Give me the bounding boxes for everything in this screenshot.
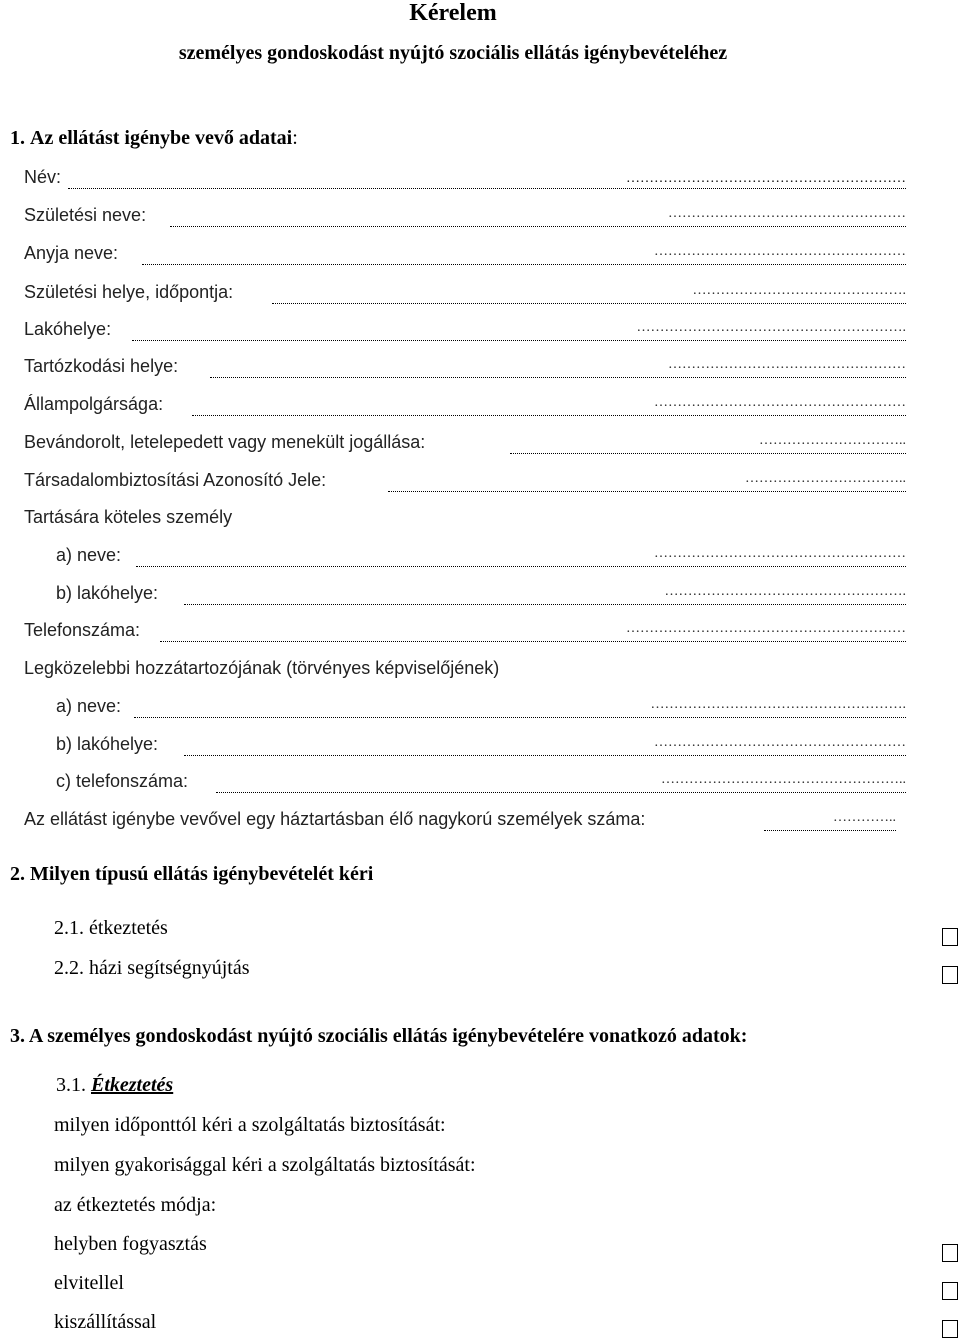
field-tartasara-nev [56, 541, 121, 569]
field-tartozkodasi-helye [24, 352, 178, 380]
fill-szuletesi-neve: …………………………………………… [668, 206, 906, 221]
line-mod: az étkeztetés módja: [54, 1194, 217, 1216]
input-szuletesi-neve[interactable] [170, 206, 906, 227]
label-tartasara-lakohely: b) lakóhelye: [56, 583, 159, 603]
field-legkozelebbi [24, 654, 499, 682]
field-nagykoru [24, 805, 645, 833]
option-etkeztetes: 2.1. étkeztetés [54, 917, 168, 939]
input-allampolgarsaga[interactable] [192, 395, 906, 416]
input-bevandorolt[interactable] [510, 433, 906, 454]
input-lakohelye[interactable] [132, 320, 906, 341]
form-title: Kérelem [409, 0, 497, 26]
field-allampolgarsaga [24, 390, 163, 418]
fill-lakohelye: …………………………………………………. [636, 320, 906, 335]
input-anyja-neve[interactable] [142, 244, 906, 265]
fill-tartasara-lakohely: ……………………………………………. [664, 584, 906, 599]
field-tartasara-lakohely [56, 579, 158, 607]
label-hozza-telefon: c) telefonszáma: [56, 771, 189, 791]
subsection-etkeztetes [56, 1071, 173, 1099]
checkbox-kiszallitas[interactable] [942, 1320, 958, 1338]
label-hozza-nev: a) neve: [56, 696, 122, 716]
fill-tartozkodasi-helye: …………………………………………… [668, 357, 906, 372]
field-taj [24, 466, 326, 494]
input-hozza-telefon[interactable] [216, 772, 906, 793]
label-legkozelebbi: Legközelebbi hozzátartozójának (törvényes képviselőjének) [24, 658, 500, 678]
section1-heading-text: Az ellátást igénybe vevő adatai [30, 127, 293, 149]
field-anyja-neve [24, 239, 118, 267]
fill-allampolgarsaga: ……………………………………………… [654, 395, 906, 410]
input-hozza-nev[interactable] [134, 697, 906, 718]
section1-heading-colon: : [292, 127, 298, 149]
input-tartozkodasi-helye[interactable] [210, 357, 906, 378]
input-telefonszama[interactable] [160, 621, 906, 642]
field-szuletesi-helye [24, 278, 233, 306]
fill-nagykoru: ………….. [833, 810, 896, 825]
label-telefonszama: Telefonszáma: [24, 620, 141, 640]
label-nev: Név: [24, 167, 62, 187]
subsection-num: 3.1. [56, 1074, 86, 1096]
label-bevandorolt: Bevándorolt, letelepedett vagy menekült jogállása: [24, 432, 426, 452]
fill-hozza-lakohely: ……………………………………………… [654, 735, 906, 750]
checkbox-helyben[interactable] [942, 1244, 958, 1262]
line-gyakorisag: milyen gyakorisággal kéri a szolgáltatás biztosítását: [54, 1154, 476, 1176]
label-tartasara-koteles: Tartására köteles személy [24, 507, 233, 527]
option-kiszallitas: kiszállítással [54, 1311, 157, 1333]
section1-heading [10, 124, 298, 152]
label-hozza-lakohely: b) lakóhelye: [56, 734, 159, 754]
field-nev [24, 163, 61, 191]
label-taj: Társadalombiztosítási Azonosító Jele: [24, 470, 327, 490]
form-subtitle: személyes gondoskodást nyújtó szociális ellátás igénybevételéhez [178, 42, 728, 64]
label-nagykoru: Az ellátást igénybe vevővel egy háztartásban élő nagykorú személyek száma: [24, 809, 646, 829]
label-tartasara-nev: a) neve: [56, 545, 122, 565]
input-taj[interactable] [388, 471, 906, 492]
fill-anyja-neve: ……………………………………………… [654, 244, 906, 259]
fill-hozza-telefon: …………………………………………….. [661, 772, 906, 787]
option-helyben: helyben fogyasztás [54, 1233, 207, 1255]
fill-szuletesi-helye: ………………………………………. [692, 283, 906, 298]
field-telefonszama [24, 616, 140, 644]
checkbox-elvitellel[interactable] [942, 1282, 958, 1300]
label-lakohelye: Lakóhelye: [24, 319, 112, 339]
input-tartasara-lakohely[interactable] [184, 584, 906, 605]
label-tartozkodasi-helye: Tartózkodási helye: [24, 356, 179, 376]
field-hozza-nev [56, 692, 121, 720]
section1-heading-num: 1. [10, 127, 25, 149]
input-szuletesi-helye[interactable] [272, 283, 906, 304]
field-szuletesi-neve [24, 201, 146, 229]
label-allampolgarsaga: Állampolgársága: [24, 394, 164, 414]
fill-bevandorolt: ………………………….. [759, 433, 906, 448]
field-hozza-lakohely [56, 730, 158, 758]
option-hazi-segitseg: 2.2. házi segítségnyújtás [54, 957, 250, 979]
field-lakohelye [24, 315, 111, 343]
fill-nev: …………………………………………………… [626, 171, 906, 186]
input-tartasara-nev[interactable] [136, 546, 906, 567]
input-hozza-lakohely[interactable] [184, 735, 906, 756]
section3-heading: 3. A személyes gondoskodást nyújtó szociális ellátás igénybevételére vonatkozó adatok: [10, 1025, 748, 1047]
field-tartasara-koteles [24, 503, 232, 531]
label-anyja-neve: Anyja neve: [24, 243, 119, 263]
field-hozza-telefon [56, 767, 188, 795]
fill-telefonszama: …………………………………………………… [626, 621, 906, 636]
fill-taj: …………………………….. [745, 471, 906, 486]
subsection-title: Étkeztetés [91, 1074, 174, 1096]
fill-hozza-nev: ………………………………………………. [650, 697, 906, 712]
option-elvitellel: elvitellel [54, 1272, 124, 1294]
label-szuletesi-helye: Születési helye, időpontja: [24, 282, 234, 302]
section2-heading: 2. Milyen típusú ellátás igénybevételét kéri [10, 863, 374, 885]
checkbox-hazi-segitseg[interactable] [942, 966, 958, 984]
fill-tartasara-nev: ……………………………………………… [654, 546, 906, 561]
line-idopont: milyen időponttól kéri a szolgáltatás biztosítását: [54, 1114, 446, 1136]
field-bevandorolt [24, 428, 425, 456]
label-szuletesi-neve: Születési neve: [24, 205, 147, 225]
checkbox-etkeztetes[interactable] [942, 928, 958, 946]
input-nagykoru[interactable] [764, 810, 896, 831]
